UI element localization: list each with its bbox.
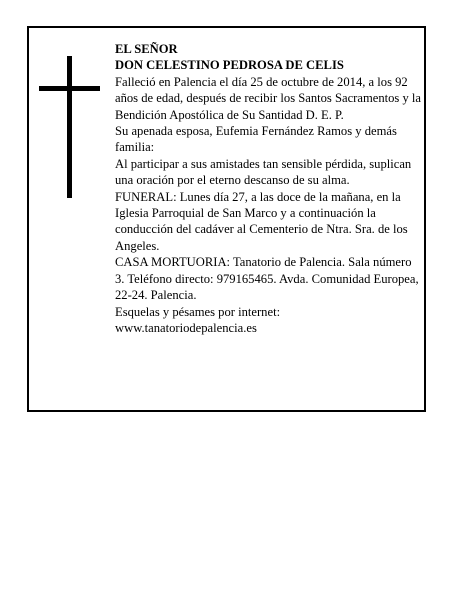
prayer-request: Al participar a sus amistades tan sensible pérdida, suplican una oración por el eterno descanso de su alma. xyxy=(115,156,412,188)
cross-horizontal-bar xyxy=(39,86,100,91)
online-condolences-label: Esquelas y pésames por internet: xyxy=(115,304,281,319)
obituary-notice xyxy=(27,26,426,412)
cross-vertical-bar xyxy=(67,56,72,198)
notice-heading: EL SEÑOR xyxy=(115,42,178,56)
deceased-name: DON CELESTINO PEDROSA DE CELIS xyxy=(115,58,344,73)
notice-text-block xyxy=(115,41,423,336)
funeral-info: FUNERAL: Lunes día 27, a las doce de la mañana, en la Iglesia Parroquial de San Marco y a continuación la conducción del cadáver al Cementerio de Ntra. Sra. de los Angeles. xyxy=(115,189,408,253)
family-line: Su apenada esposa, Eufemia Fernández Ramos y demás familia: xyxy=(115,124,397,155)
death-info: Falleció en Palencia el día 25 de octubre de 2014, a los 92 años de edad, después de recibir los Santos Sacramentos y la Bendición Apostólica de Su Santidad D. E. P. xyxy=(115,74,422,122)
website-text: www.tanatoriodepalencia.es xyxy=(115,320,257,335)
mortuary-info: CASA MORTUORIA: Tanatorio de Palencia. Sala número 3. Teléfono directo: 979165465. Avda. Comunidad Europea, 22-24. Palencia. xyxy=(115,255,419,303)
